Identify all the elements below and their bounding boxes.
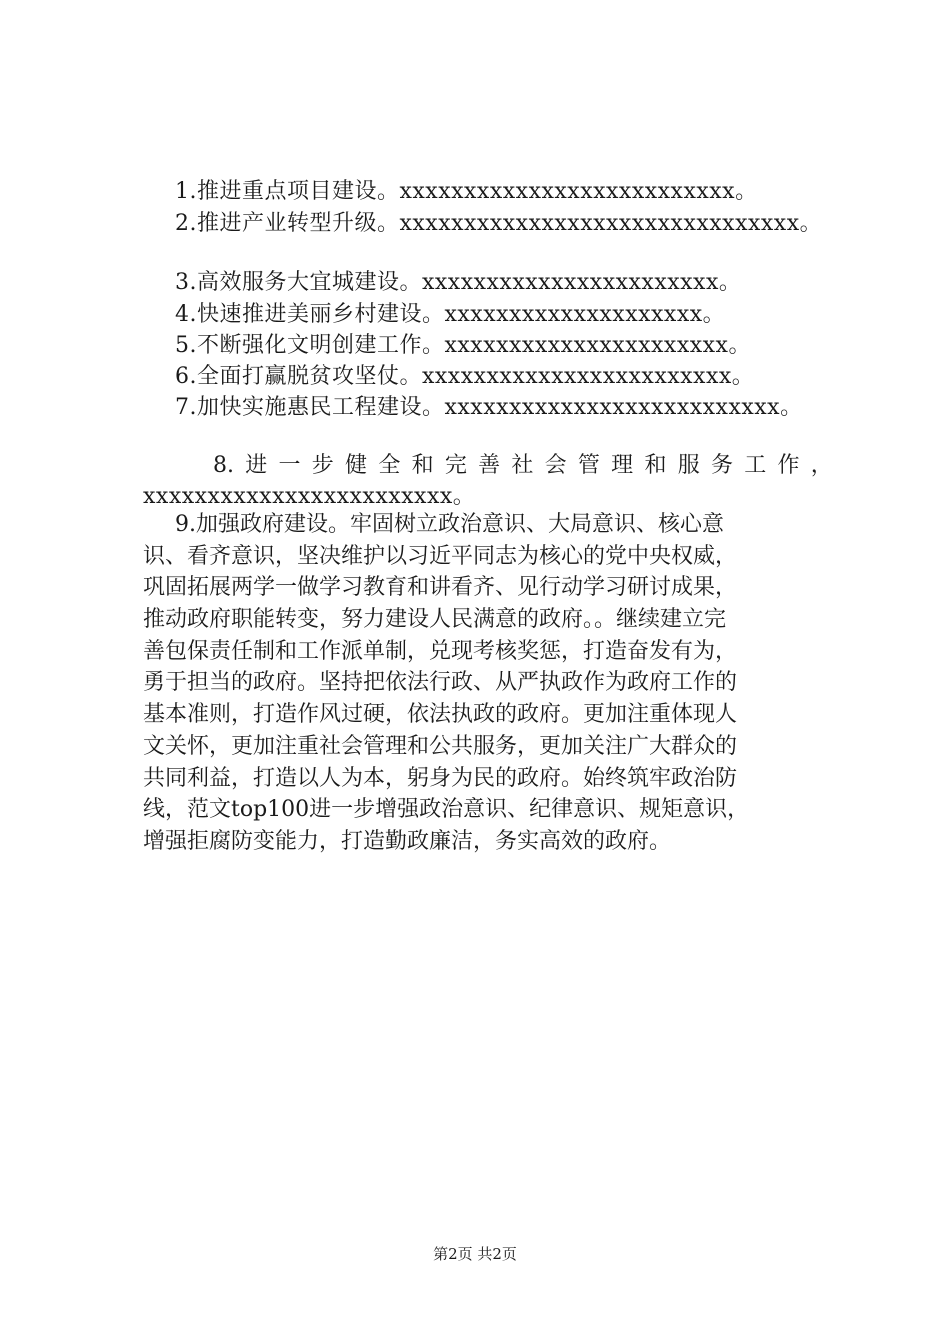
item-8-char: 健	[345, 453, 368, 478]
paragraph-line: 文关怀，更加注重社会管理和公共服务，更加关注广大群众的	[143, 733, 738, 759]
item-3: 3.高效服务大宜城建设。xxxxxxxxxxxxxxxxxxxxxxx。	[175, 270, 742, 295]
item-8-char: 善	[478, 453, 501, 478]
item-8-continuation: xxxxxxxxxxxxxxxxxxxxxxxx。	[143, 484, 476, 509]
item-8-char: 完	[444, 453, 467, 478]
paragraph-line: 勇于担当的政府。坚持把依法行政、从严执政作为政府工作的	[143, 670, 738, 696]
item-8-char: ，	[810, 453, 833, 478]
item-8-char: 和	[411, 453, 434, 478]
item-8-char: 管	[577, 453, 600, 478]
item-4: 4.快速推进美丽乡村建设。xxxxxxxxxxxxxxxxxxxx。	[175, 302, 726, 327]
item-8-heading	[213, 451, 833, 481]
item-6: 6.全面打赢脱贫攻坚仗。xxxxxxxxxxxxxxxxxxxxxxxx。	[175, 364, 755, 389]
item-8-char: 工	[744, 453, 767, 478]
paragraph-line: 9.加强政府建设。牢固树立政治意识、大局意识、核心意	[175, 512, 724, 537]
paragraph-line: 增强拒腐防变能力，打造勤政廉洁，务实高效的政府。	[143, 828, 672, 854]
paragraph-line: 基本准则，打造作风过硬，依法执政的政府。更加注重体现人	[143, 702, 738, 728]
item-8-char: 理	[611, 453, 634, 478]
item-5: 5.不断强化文明创建工作。xxxxxxxxxxxxxxxxxxxxxx。	[175, 333, 751, 358]
item-2: 2.推进产业转型升级。xxxxxxxxxxxxxxxxxxxxxxxxxxxxxxx。	[175, 211, 823, 236]
item-8-char: 全	[378, 453, 401, 478]
item-8-char: 会	[544, 453, 567, 478]
item-8-char: 进	[245, 453, 268, 478]
paragraph-line: 善包保责任制和工作派单制，兑现考核奖惩，打造奋发有为，	[143, 638, 738, 664]
item-8-char: 社	[511, 453, 534, 478]
item-9-paragraph	[143, 509, 749, 858]
item-7: 7.加快实施惠民工程建设。xxxxxxxxxxxxxxxxxxxxxxxxxx。	[175, 395, 803, 420]
paragraph-line: 巩固拓展两学一做学习教育和讲看齐、见行动学习研讨成果，	[143, 575, 738, 601]
item-8-char: 8.	[213, 453, 234, 478]
paragraph-line: 线，范文top100进一步增强政治意识、纪律意识、规矩意识，	[143, 797, 750, 823]
paragraph-line: 共同利益，打造以人为本，躬身为民的政府。始终筑牢政治防	[143, 765, 738, 791]
item-8-char: 一	[278, 453, 301, 478]
paragraph-line: 识、看齐意识，坚决维护以习近平同志为核心的党中央权威，	[143, 543, 738, 569]
item-8-char: 作	[777, 453, 800, 478]
paragraph-line: 推动政府职能转变，努力建设人民满意的政府。。继续建立完	[143, 607, 727, 633]
item-8-char: 服	[677, 453, 700, 478]
item-8-char: 务	[710, 453, 733, 478]
item-1: 1.推进重点项目建设。xxxxxxxxxxxxxxxxxxxxxxxxxx。	[175, 179, 758, 204]
item-8-char: 步	[311, 453, 334, 478]
page-footer: 第2页 共2页	[433, 1245, 517, 1263]
item-8-char: 和	[644, 453, 667, 478]
